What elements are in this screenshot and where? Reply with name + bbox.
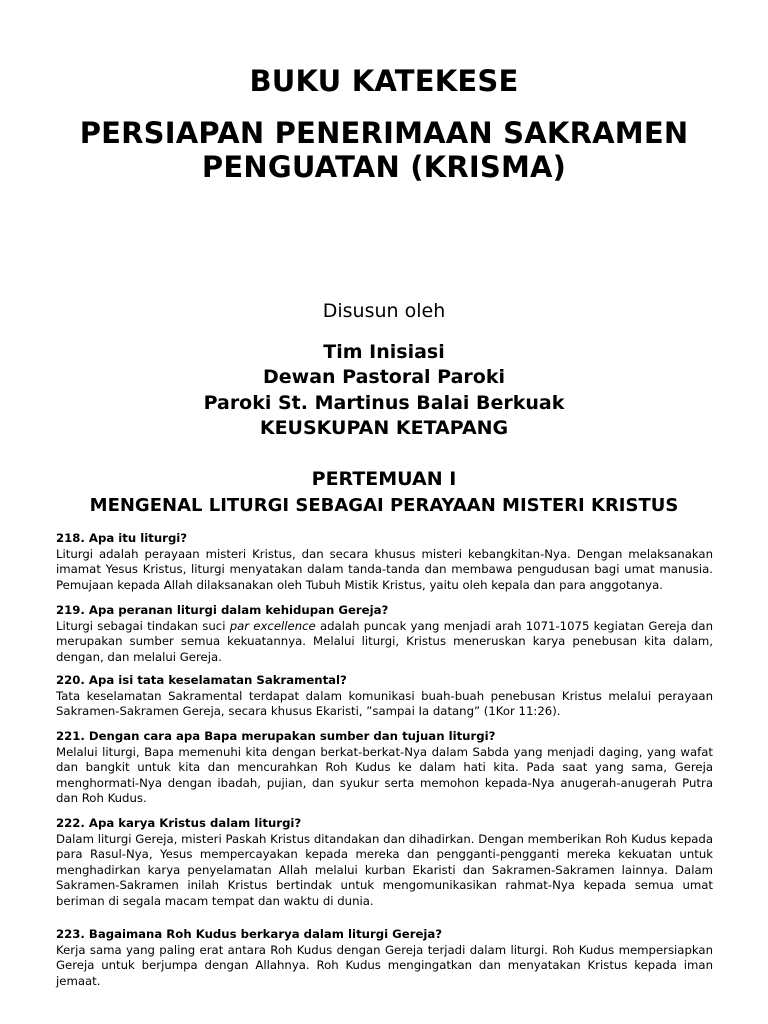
qa-item-219	[56, 603, 713, 665]
answer-219-part-2: adalah puncak yang menjadi arah 1071-1075 kegiatan Gereja dan merupakan sumber semua kekuatannya. Melalui liturgi, Kristus meneruskan karya penebusan kita dalam, dengan, dan melalui Gereja.	[56, 618, 713, 664]
answer-219	[56, 619, 713, 666]
answer-219-part-1: Liturgi sebagai tindakan suci	[56, 618, 230, 633]
qa-item-222	[56, 816, 713, 910]
answer-220: Tata keselamatan Sakramental terdapat dalam komunikasi buah-buah penebusan Kristus melalui perayaan Sakramen-Sakramen Gereja, secara khusus Ekaristi, ”sampai Ia datang” (1Kor 11:26).	[56, 688, 713, 719]
answer-219-emphasis: par excellence	[229, 618, 316, 633]
question-218: 218. Apa itu liturgi?	[56, 531, 188, 545]
question-220: 220. Apa isi tata keselamatan Sakramental?	[56, 673, 347, 687]
book-subtitle-line-1: PERSIAPAN PENERIMAAN SAKRAMEN	[79, 116, 689, 150]
qa-item-220	[56, 673, 713, 720]
answer-223: Kerja sama yang paling erat antara Roh Kudus dengan Gereja terjadi dalam liturgi. Roh Kudus mempersiapkan Gereja untuk berjumpa dengan Allahnya. Roh Kudus mengingatkan dan menyatakan Kristus kepada iman jemaat.	[56, 942, 713, 988]
author-diocese: KEUSKUPAN KETAPANG	[259, 417, 509, 439]
session-number: PERTEMUAN I	[311, 468, 457, 490]
question-219: 219. Apa peranan liturgi dalam kehidupan Gereja?	[56, 603, 389, 617]
qa-item-218	[56, 531, 713, 593]
question-223: 223. Bagaimana Roh Kudus berkarya dalam liturgi Gereja?	[56, 927, 443, 941]
author-team: Tim Inisiasi	[323, 341, 445, 363]
qa-item-221	[56, 729, 713, 807]
question-222: 222. Apa karya Kristus dalam liturgi?	[56, 816, 302, 830]
answer-218: Liturgi adalah perayaan misteri Kristus, dan secara khusus misteri kebangkitan-Nya. Dengan melaksanakan imamat Yesus Kristus, liturgi menyatakan dalam tanda-tanda dan membawa pengudusan bagi umat manusia. Pemujaan kepada Allah dilaksanakan oleh Tubuh Mistik Kristus, yaitu oleh kepala dan para anggotanya.	[56, 546, 713, 592]
book-title: BUKU KATEKESE	[249, 64, 519, 98]
answer-221: Melalui liturgi, Bapa memenuhi kita dengan berkat-berkat-Nya dalam Sabda yang menjadi daging, yang wafat dan bangkit untuk kita dan mencurahkan Roh Kudus ke dalam hati kita. Pada saat yang sama, Gereja menghormati-Nya dengan ibadah, pujian, dan syukur serta memohon kepada-Nya anugerah-anugerah Putra dan Roh Kudus.	[56, 744, 713, 806]
qa-item-223	[56, 927, 713, 989]
book-subtitle-line-2: PENGUATAN (KRISMA)	[201, 150, 567, 184]
answer-222: Dalam liturgi Gereja, misteri Paskah Kristus ditandakan dan dihadirkan. Dengan memberikan Roh Kudus kepada para Rasul-Nya, Yesus mempercayakan kepada mereka dan pengganti-pengganti mereka kekuatan untuk menghadirkan karya penyelamatan Allah melalui kurban Ekaristi dan Sakramen-Sakramen lainnya. Dalam Sakramen-Sakramen inilah Kristus bertindak untuk mengomunikasikan rahmat-Nya kepada semua umat beriman di segala macam tempat dan waktu di dunia.	[56, 831, 713, 908]
author-council: Dewan Pastoral Paroki	[263, 366, 505, 388]
author-parish: Paroki St. Martinus Balai Berkuak	[203, 392, 565, 414]
compiled-by-label: Disusun oleh	[322, 300, 446, 322]
question-221: 221. Dengan cara apa Bapa merupakan sumber dan tujuan liturgi?	[56, 729, 496, 743]
session-title: MENGENAL LITURGI SEBAGAI PERAYAAN MISTERI KRISTUS	[89, 495, 679, 516]
